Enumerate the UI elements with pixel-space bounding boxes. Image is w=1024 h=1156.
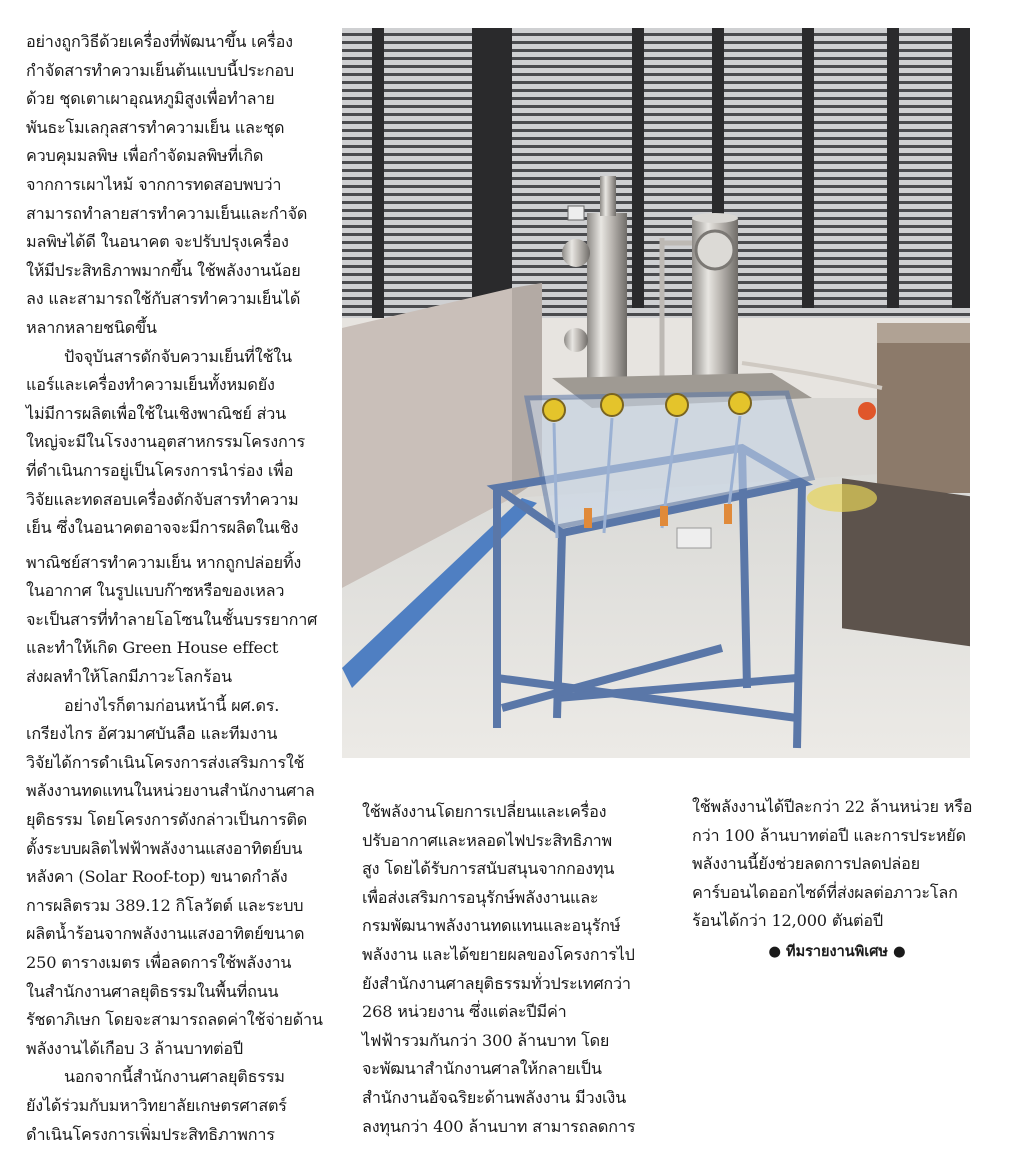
text-line: มลพิษได้ดี ในอนาคต จะปรับปรุงเครื่อง [26, 232, 289, 252]
text-line: และทำให้เกิด Green House effect [26, 638, 279, 658]
text-line: กรมพัฒนาพลังงานทดแทนและอนุรักษ์ [362, 916, 621, 936]
paragraph [362, 798, 662, 1141]
text-line: พลังงาน และได้ขยายผลของโครงการไป [362, 944, 635, 964]
photo-illustration [342, 28, 970, 758]
text-line: ด้วย ชุดเตาเผาอุณหภูมิสูงเพื่อทำลาย [26, 89, 275, 109]
paragraph [692, 793, 992, 936]
text-line: เกรียงไกร อัศวมาศบันลือ และทีมงาน [26, 724, 278, 744]
paragraph-3 [26, 549, 331, 692]
byline: ● ทีมรายงานพิเศษ ● [768, 943, 906, 960]
text-line: ดำเนินโครงการเพิ่มประสิทธิภาพการ [26, 1124, 275, 1144]
text-line: สูง โดยได้รับการสนับสนุนจากกองทุน [362, 859, 615, 879]
text-line: การผลิตรวม 389.12 กิโลวัตต์ และระบบ [26, 895, 304, 915]
text-line: ร้อนได้กว่า 12,000 ตันต่อปี [692, 911, 883, 931]
text-line: พาณิชย์สารทำความเย็น หากถูกปล่อยทิ้ง [26, 552, 302, 572]
text-line: ไฟฟ้ารวมกันกว่า 300 ล้านบาท โดย [362, 1030, 610, 1050]
text-line: จะเป็นสารที่ทำลายโอโซนในชั้นบรรยากาศ [26, 609, 318, 629]
text-line: 250 ตารางเมตร เพื่อลดการใช้พลังงาน [26, 953, 292, 972]
text-line: ใหญ่จะมีในโรงงานอุตสาหกรรมโครงการ [26, 432, 305, 452]
text-line: หลังคา (Solar Roof-top) ขนาดกำลัง [26, 867, 288, 887]
text-line: หลากหลายชนิดขึ้น [26, 317, 157, 337]
middle-column [362, 798, 662, 1141]
text-line: ใช้พลังงานโดยการเปลี่ยนและเครื่อง [362, 802, 607, 821]
paragraph-5 [26, 1063, 331, 1149]
text-line: ผลิตน้ำร้อนจากพลังงานแสงอาทิตย์ขนาด [26, 924, 305, 944]
text-line: ในอากาศ ในรูปแบบก๊าซหรือของเหลว [26, 581, 285, 601]
text-line: นอกจากนี้สำนักงานศาลยุติธรรม [64, 1067, 285, 1087]
text-line: ยังสำนักงานศาลยุติธรรมทั่วประเทศกว่า [362, 973, 631, 993]
text-line: สำนักงานอัจฉริยะด้านพลังงาน มีวงเงิน [362, 1087, 626, 1107]
text-line: ลงทุนกว่า 400 ล้านบาท สามารถลดการ [362, 1116, 636, 1136]
text-line: พลังงานนี้ยังช่วยลดการปลดปล่อย [692, 854, 920, 874]
text-line: ส่งผลทำให้โลกมีภาวะโลกร้อน [26, 667, 232, 687]
text-line: พันธะโมเลกุลสารทำความเย็น และชุด [26, 117, 285, 137]
text-line: กว่า 100 ล้านบาทต่อปี และการประหยัด [692, 825, 966, 845]
text-line: อย่างถูกวิธีด้วยเครื่องที่พัฒนาขึ้น เครื่อง [26, 32, 293, 51]
text-line: เย็น ซึ่งในอนาคตอาจจะมีการผลิตในเชิง [26, 518, 299, 538]
text-line: ตั้งระบบผลิตไฟฟ้าพลังงานแสงอาทิตย์บน [26, 838, 303, 858]
text-line: ยังได้ร่วมกับมหาวิทยาลัยเกษตรศาสตร์ [26, 1095, 287, 1115]
text-line: ที่ดำเนินการอยู่เป็นโครงการนำร่อง เพื่อ [26, 460, 294, 480]
text-line: ควบคุมมลพิษ เพื่อกำจัดมลพิษที่เกิด [26, 146, 264, 166]
text-line: คาร์บอนไดออกไซด์ที่ส่งผลต่อภาวะโลก [692, 882, 958, 902]
text-line: สามารถทำลายสารทำความเย็นและกำจัด [26, 203, 308, 223]
left-column [26, 28, 331, 1149]
text-line: เพื่อส่งเสริมการอนุรักษ์พลังงานและ [362, 887, 599, 907]
text-line: ลง และสามารถใช้กับสารทำความเย็นได้ [26, 289, 301, 309]
text-line: จากการเผาไหม้ จากการทดสอบพบว่า [26, 174, 282, 194]
refrigerant-disposal-machine-photo [342, 28, 970, 758]
text-line: ให้มีประสิทธิภาพมากขึ้น ใช้พลังงานน้อย [26, 260, 301, 280]
text-line: ยุติธรรม โดยโครงการดังกล่าวเป็นการติด [26, 810, 308, 830]
paragraph-4 [26, 692, 331, 1064]
text-line: ไม่มีการผลิตเพื่อใช้ในเชิงพาณิชย์ ส่วน [26, 403, 287, 423]
text-line: ปัจจุบันสารดักจับความเย็นที่ใช้ใน [64, 346, 292, 366]
text-line: จะพัฒนาสำนักงานศาลให้กลายเป็น [362, 1059, 602, 1079]
text-line: กำจัดสารทำความเย็นต้นแบบนี้ประกอบ [26, 60, 294, 80]
text-line: พลังงานทดแทนในหน่วยงานสำนักงานศาล [26, 781, 315, 801]
text-line: แอร์และเครื่องทำความเย็นทั้งหมดยัง [26, 375, 275, 395]
text-line: พลังงานได้เกือบ 3 ล้านบาทต่อปี [26, 1038, 243, 1058]
text-line: ใช้พลังงานได้ปีละกว่า 22 ล้านหน่วย หรือ [692, 797, 973, 816]
paragraph-1 [26, 28, 331, 343]
text-line: วิจัยและทดสอบเครื่องดักจับสารทำความ [26, 489, 299, 509]
text-line: รัชดาภิเษก โดยจะสามารถลดค่าใช้จ่ายด้าน [26, 1010, 323, 1030]
text-line: ปรับอากาศและหลอดไฟประสิทธิภาพ [362, 830, 613, 850]
text-line: วิจัยได้การดำเนินโครงการส่งเสริมการใช้ [26, 752, 305, 772]
text-line: อย่างไรก็ตามก่อนหน้านี้ ผศ.ดร. [64, 695, 280, 715]
text-line: ในสำนักงานศาลยุติธรรมในพื้นที่ถนน [26, 981, 279, 1001]
paragraph-2 [26, 343, 331, 543]
right-column [692, 793, 992, 936]
text-line: 268 หน่วยงาน ซึ่งแต่ละปีมีค่า [362, 1002, 567, 1022]
